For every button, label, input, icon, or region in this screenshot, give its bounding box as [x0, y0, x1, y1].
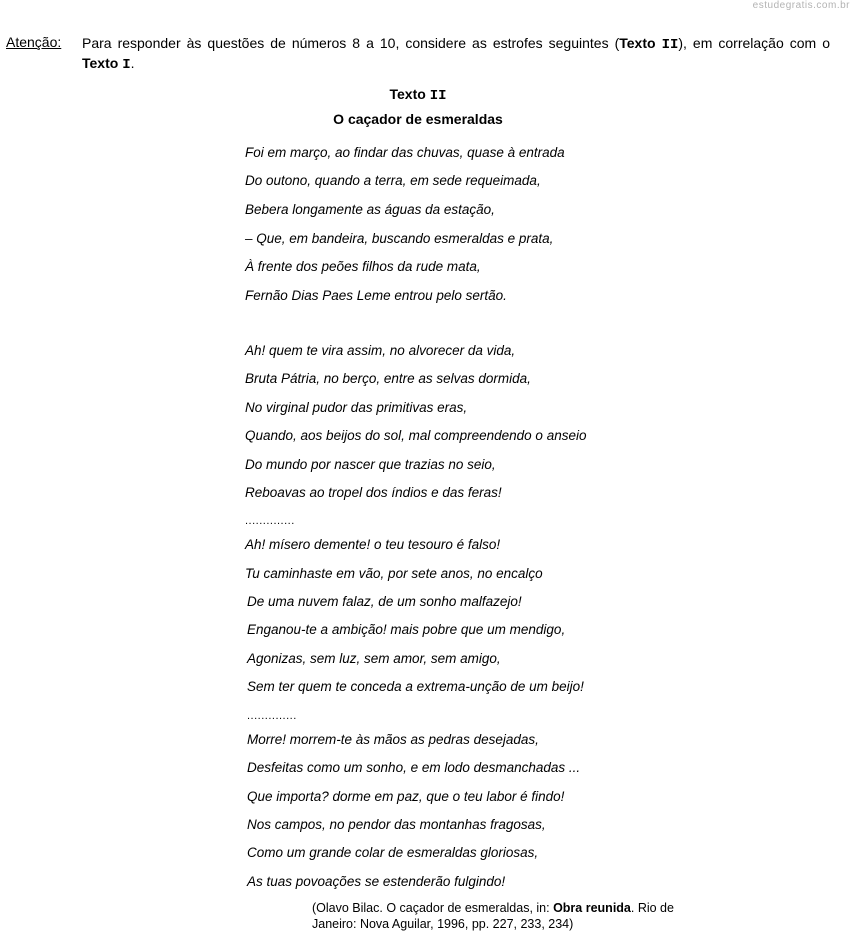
poem-line: Ah! mísero demente! o teu tesouro é falso!: [245, 537, 501, 552]
poem-line: Quando, aos beijos do sol, mal compreendendo o anseio: [245, 428, 587, 443]
poem-line: Ah! quem te vira assim, no alvorecer da vida,: [245, 343, 516, 358]
poem-line: Reboavas ao tropel dos índios e das feras!: [245, 485, 502, 500]
stanza-ellipsis: ..............: [247, 710, 297, 722]
poem-line: Tu caminhaste em vão, por sete anos, no encalço: [245, 566, 543, 581]
texto-i-number: I: [122, 57, 131, 73]
poem-line: No virginal pudor das primitivas eras,: [245, 400, 468, 415]
poem-line: De uma nuvem falaz, de um sonho malfazejo!: [247, 594, 522, 609]
poem-line: Do outono, quando a terra, em sede requeimada,: [245, 173, 541, 188]
citation-text: (Olavo Bilac. O caçador de esmeraldas, in:: [312, 901, 554, 915]
texto-word-2: Texto: [82, 55, 119, 71]
poem-heading: [0, 86, 836, 104]
poem-line: Agonizas, sem luz, sem amor, sem amigo,: [247, 651, 501, 666]
poem-line: Que importa? dorme em paz, que o teu labor é findo!: [247, 789, 565, 804]
poem-line: Fernão Dias Paes Leme entrou pelo sertão.: [245, 288, 507, 303]
poem-line: Enganou-te a ambição! mais pobre que um mendigo,: [247, 622, 566, 637]
poem-line: Morre! morrem-te às mãos as pedras desejadas,: [247, 732, 539, 747]
poem-line: Bebera longamente as águas da estação,: [245, 202, 495, 217]
texto-word: Texto: [619, 35, 656, 51]
citation-publisher: . Rio de Janeiro: Nova Aguilar, 1996, pp. 227, 233, 234): [312, 901, 674, 931]
poem-line: As tuas povoações se estenderão fulgindo!: [247, 874, 506, 889]
attention-label: Atenção:: [6, 34, 62, 50]
poem-line: – Que, em bandeira, buscando esmeraldas e prata,: [245, 231, 554, 246]
site-watermark: estudegratis.com.br: [752, 0, 850, 11]
citation-book-title: Obra reunida: [553, 901, 631, 915]
poem-line: Sem ter quem te conceda a extrema-unção de um beijo!: [247, 679, 584, 694]
poem-line: Nos campos, no pendor das montanhas fragosas,: [247, 817, 546, 832]
poem-line: Bruta Pátria, no berço, entre as selvas dormida,: [245, 371, 531, 386]
poem-line: Como um grande colar de esmeraldas gloriosas,: [247, 845, 539, 860]
poem-heading-number: II: [429, 88, 447, 104]
poem-line: À frente dos peões filhos da rude mata,: [245, 259, 481, 274]
texto-ii-number: II: [661, 37, 679, 53]
attention-instructions: [82, 34, 830, 74]
poem-title: O caçador de esmeraldas: [333, 111, 503, 127]
poem-line: Foi em março, ao findar das chuvas, quase à entrada: [245, 145, 565, 160]
stanza-ellipsis: ..............: [245, 515, 295, 527]
poem-heading-word: Texto: [389, 86, 426, 102]
attention-text-start: Para responder às questões de números 8 a 10, considere as estrofes seguintes (: [82, 35, 620, 51]
poem-line: Desfeitas como um sonho, e em lodo desmanchadas ...: [247, 760, 581, 775]
attention-text-end: .: [130, 55, 135, 71]
poem-line: Do mundo por nascer que trazias no seio,: [245, 457, 496, 472]
attention-text-middle: ), em correlação com o: [678, 35, 830, 51]
source-citation: [312, 900, 692, 932]
